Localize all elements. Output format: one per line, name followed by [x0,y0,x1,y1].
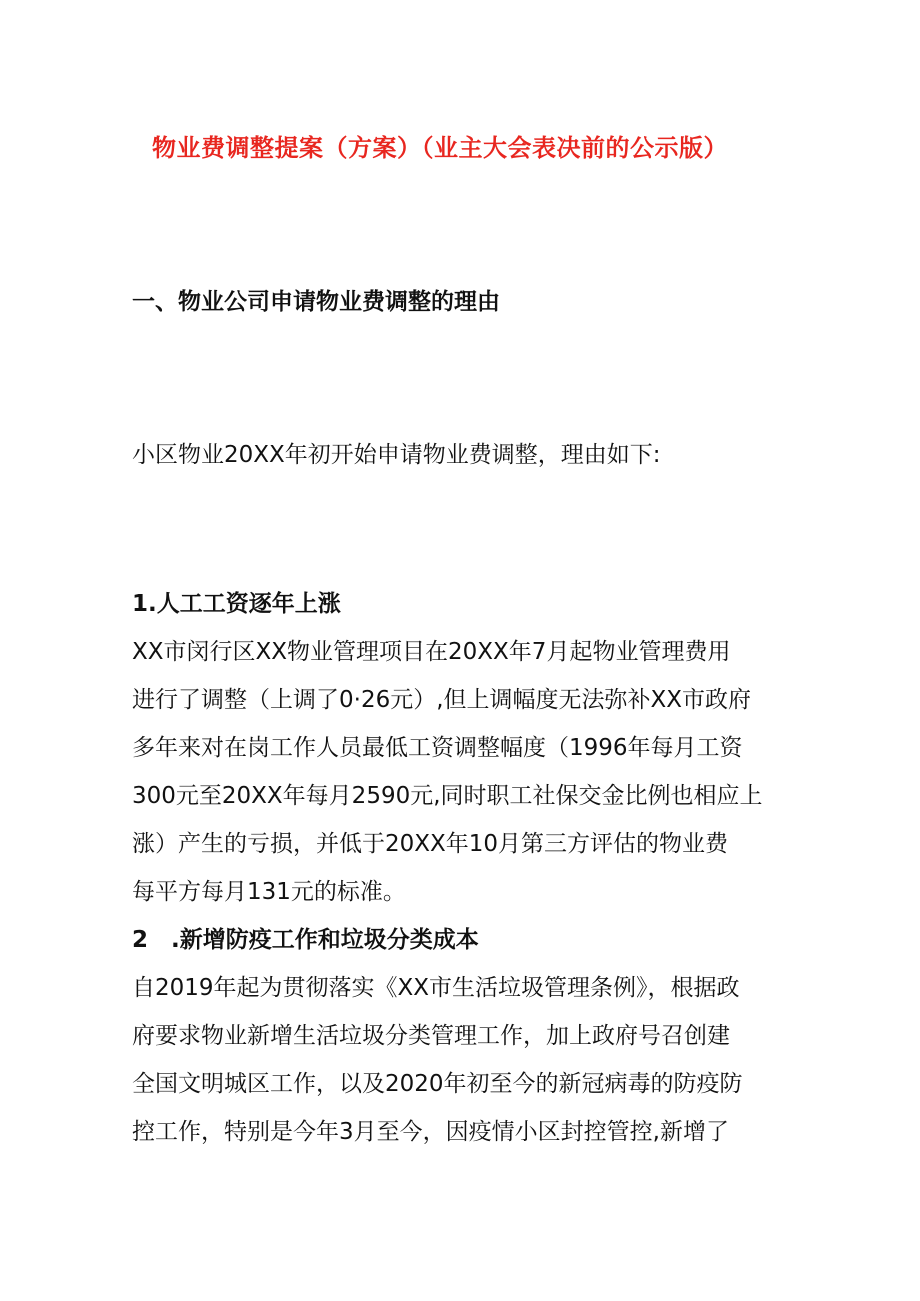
item2-heading: 2 .新增防疫工作和垃圾分类成本 [132,927,479,953]
intro-paragraph: 小区物业20XX年初开始申请物业费调整，理由如下: [132,442,661,468]
item2-line: 全国文明城区工作，以及2020年初至今的新冠病毒的防疫防 [132,1071,743,1097]
item1-line: 涨）产生的亏损，并低于20XX年10月第三方评估的物业费 [132,831,729,857]
item1-heading: 1.人工工资逐年上涨 [132,591,341,617]
item2-line: 府要求物业新增生活垃圾分类管理工作，加上政府号召创建 [132,1023,730,1049]
item1-line: 多年来对在岗工作人员最低工资调整幅度（1996年每月工资 [132,735,743,761]
section-heading-reasons: 一、物业公司申请物业费调整的理由 [132,289,500,315]
item1-line: 进行了调整（上调了0·26元）,但上调幅度无法弥补XX市政府 [132,687,752,713]
item1-line: XX市闵行区XX物业管理项目在20XX年7月起物业管理费用 [132,639,731,665]
item1-line: 每平方每月131元的标准。 [132,879,406,905]
item2-line: 控工作，特别是今年3月至今，因疫情小区封控管控,新增了 [132,1119,729,1145]
item1-line: 300元至20XX年每月2590元,同时职工社保交金比例也相应上 [132,783,763,809]
item2-line: 自2019年起为贯彻落实《XX市生活垃圾管理条例》，根据政 [132,975,740,1001]
document-title: 物业费调整提案（方案）（业主大会表决前的公示版） [152,134,728,162]
